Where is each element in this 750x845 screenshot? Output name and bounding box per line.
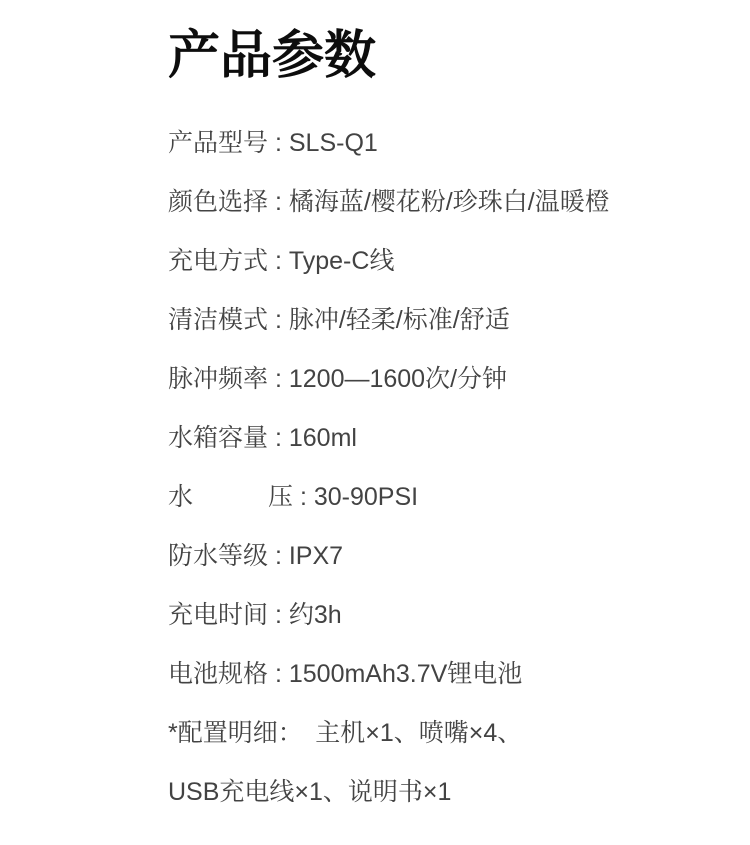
spec-value: 160ml	[288, 424, 357, 452]
spec-separator: :	[268, 660, 289, 688]
spec-value: IPX7	[288, 542, 344, 570]
page-title: 产品参数	[168, 27, 377, 85]
spec-value: 1500mAh3.7V锂电池	[288, 660, 523, 688]
spec-label: 清洁模式	[168, 306, 269, 334]
spec-value: 1200—1600次/分钟	[288, 365, 508, 393]
spec-separator: :	[268, 542, 289, 570]
spec-separator: :	[268, 129, 289, 157]
spec-row-water-pressure	[168, 482, 730, 512]
package-note-line-1: *配置明细： 主机×1、喷嘴×4、	[168, 719, 523, 747]
spec-value: Type-C线	[288, 247, 395, 275]
spec-separator: :	[268, 424, 289, 452]
spec-row-battery-spec	[168, 659, 730, 689]
spec-separator: :	[268, 365, 289, 393]
spec-value: 约3h	[288, 601, 342, 629]
spec-row-color-options	[168, 187, 730, 217]
spec-row-clean-modes	[168, 305, 730, 335]
spec-row-tank-capacity	[168, 423, 730, 453]
spec-row-waterproof-rating	[168, 541, 730, 571]
spec-row-charging-method	[168, 246, 730, 276]
spec-label: 电池规格	[168, 660, 269, 688]
spec-label: 充电方式	[168, 247, 269, 275]
spec-label: 防水等级	[168, 542, 269, 570]
spec-separator: :	[268, 601, 289, 629]
spec-separator: :	[268, 306, 289, 334]
spec-value: SLS-Q1	[288, 129, 378, 157]
spec-row-model	[168, 128, 730, 158]
spec-label: 充电时间	[168, 601, 269, 629]
spec-label: 颜色选择	[168, 188, 269, 216]
spec-label: 产品型号	[168, 129, 269, 157]
spec-separator: :	[268, 188, 289, 216]
spec-value: 橘海蓝/樱花粉/珍珠白/温暖橙	[288, 188, 610, 216]
spec-separator: :	[268, 247, 289, 275]
spec-row-charge-time	[168, 600, 730, 630]
spec-value: 脉冲/轻柔/标准/舒适	[288, 306, 510, 334]
spec-value: 30-90PSI	[313, 483, 419, 511]
spec-label: 水 压	[168, 483, 294, 511]
spec-row-pulse-frequency	[168, 364, 730, 394]
spec-label: 脉冲频率	[168, 365, 269, 393]
spec-separator: :	[293, 483, 314, 511]
package-note-line-2: USB充电线×1、说明书×1	[168, 778, 452, 806]
spec-label: 水箱容量	[168, 424, 269, 452]
